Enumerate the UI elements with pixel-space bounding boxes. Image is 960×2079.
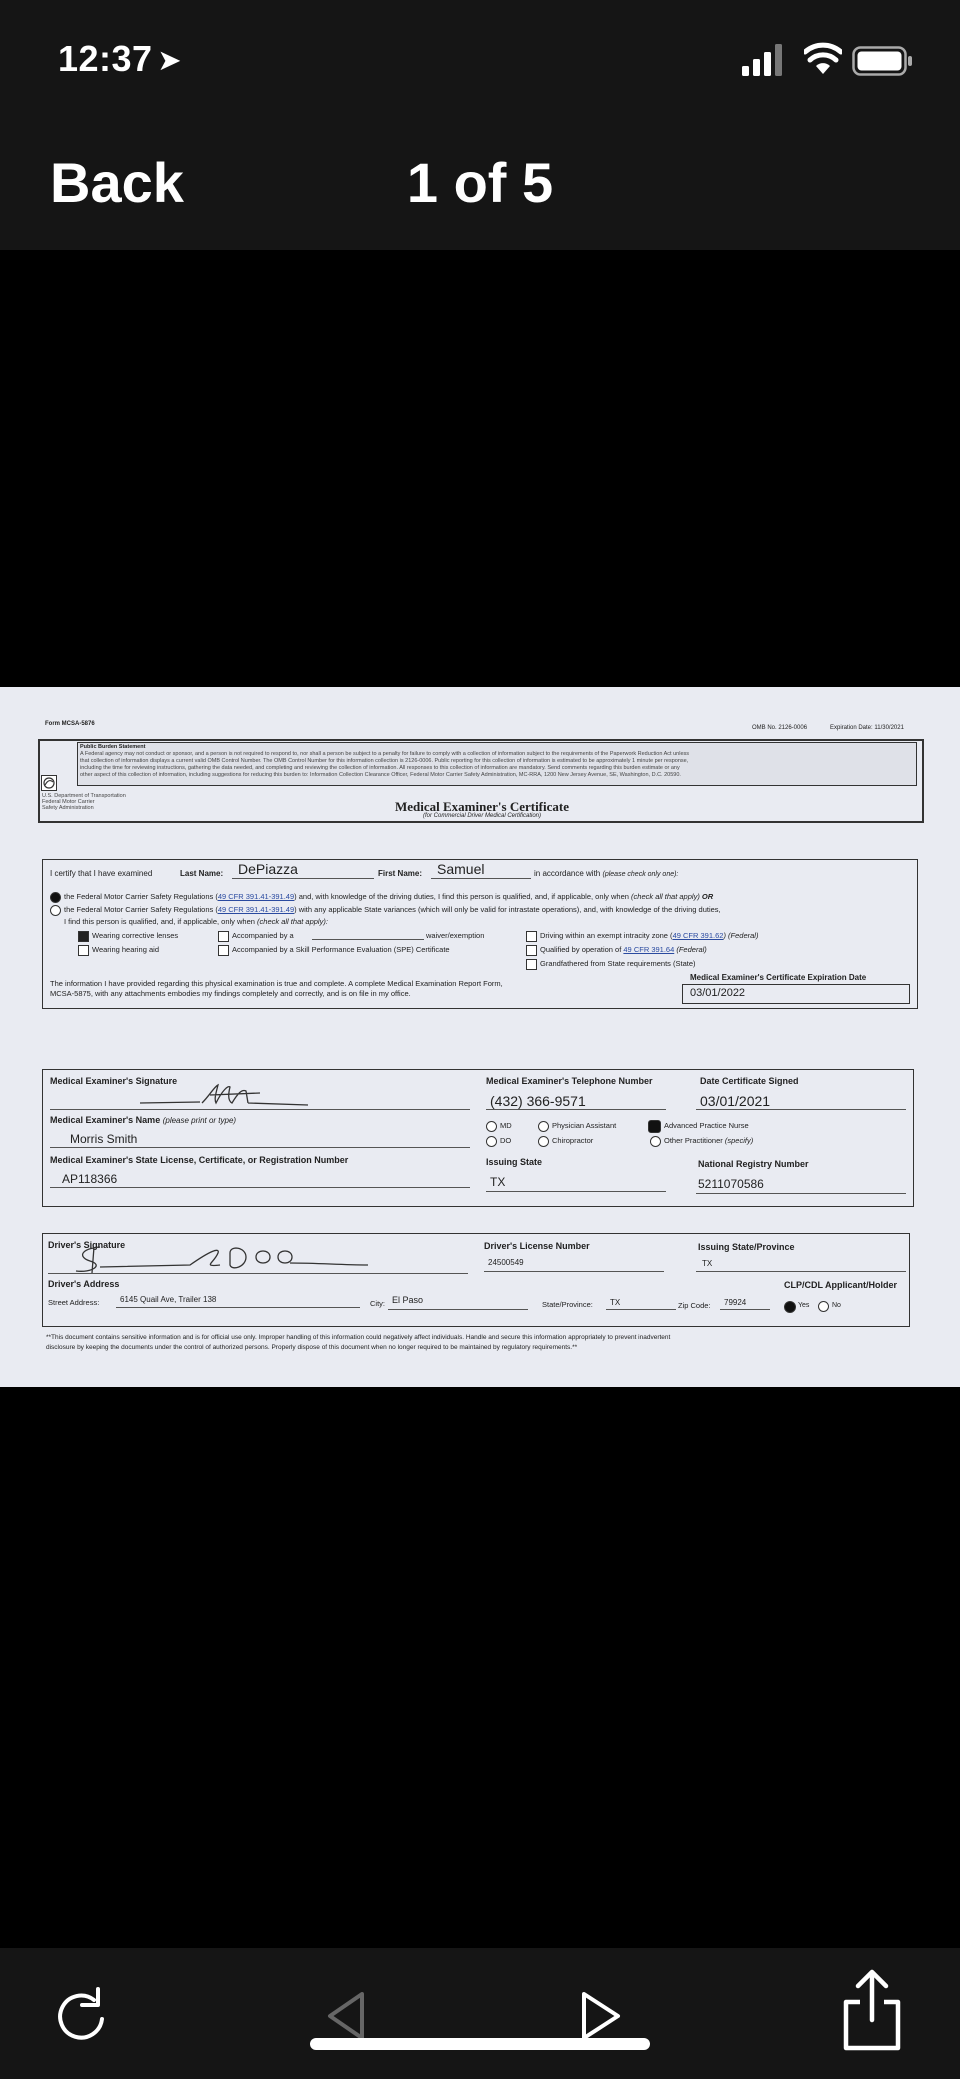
sensitive-notice: disclosure by keeping the documents under the control of authorized persons. Properly dispose of this document when no longer required to be maintained by regulatory requirements.** <box>46 1344 578 1351</box>
chiro-label: Chiropractor <box>552 1136 594 1145</box>
registry-field[interactable]: 5211070586 <box>698 1177 764 1191</box>
burden-statement <box>77 742 917 786</box>
cert-expiration-label: Medical Examiner's Certificate Expiration Date <box>690 973 867 982</box>
attestation-line: MCSA-5875, with any attachments embodies my findings completely and correctly, and is on file in my office. <box>50 989 411 998</box>
corrective-lenses-label: Wearing corrective lenses <box>92 931 179 940</box>
clp-yes-radio[interactable] <box>784 1301 796 1313</box>
qualified-operation-checkbox[interactable] <box>526 945 537 956</box>
burden-line: A Federal agency may not conduct or sponsor, and a person is not required to respond to, nor shall a person be subject to a penalty for failure to comply with a collection of information subject to the requirements of the Paperwork Reduction Act unless <box>80 751 690 757</box>
status-time: 12:37 ➤ <box>58 38 181 79</box>
corrective-lenses-checkbox[interactable] <box>78 931 89 942</box>
other-practitioner-radio[interactable] <box>650 1136 661 1147</box>
chiro-radio[interactable] <box>538 1136 549 1147</box>
examiner-name-label: Medical Examiner's Name (please print or type) <box>50 1115 237 1125</box>
next-page-icon <box>576 1988 626 2044</box>
date-signed-field[interactable]: 03/01/2021 <box>700 1093 771 1109</box>
street-field[interactable]: 6145 Quail Ave, Trailer 138 <box>120 1295 217 1304</box>
previous-page-icon <box>322 1988 372 2044</box>
zip-field[interactable]: 79924 <box>724 1298 747 1307</box>
driver-signature[interactable] <box>70 1243 370 1275</box>
grandfathered-checkbox[interactable] <box>526 959 537 970</box>
option-state-text: the Federal Motor Carrier Safety Regulations (49 CFR 391.41-391.49) with any applicable State variances (which will only be valid for intrastate operations), and, with knowledge of the driving duties, <box>64 905 721 914</box>
bottom-toolbar <box>0 1948 960 2079</box>
form-id: Form MCSA-5876 <box>45 721 95 727</box>
option-federal-radio[interactable] <box>50 892 61 903</box>
do-label: DO <box>500 1136 512 1145</box>
page-indicator: 1 of 5 <box>406 151 554 214</box>
hearing-aid-label: Wearing hearing aid <box>92 945 159 954</box>
examiner-phone-label: Medical Examiner's Telephone Number <box>486 1076 653 1086</box>
next-page-button[interactable] <box>576 1988 626 2044</box>
accompanied-label: Accompanied by a <box>232 931 294 940</box>
examiner-signature[interactable] <box>130 1081 310 1109</box>
document-page[interactable] <box>0 687 960 1387</box>
grandfathered-label: Grandfathered from State requirements (State) <box>540 959 696 968</box>
omb-number: OMB No. 2126-0006 <box>752 725 808 731</box>
state-field[interactable]: TX <box>610 1298 621 1307</box>
clp-yes-label: Yes <box>798 1302 810 1309</box>
burden-line: that collection of information displays a current valid OMB Control Number. The OMB Control Number for this information collection is 2126-0006. Public reporting for this collection of information is estimated to be approximately 1 minute per response, <box>80 758 689 764</box>
wifi-icon <box>804 42 842 76</box>
cellular-signal-icon <box>742 44 786 76</box>
burden-title: Public Burden Statement <box>80 744 146 750</box>
burden-line: including the time for reviewing instructions, gathering the data needed, and completing and reviewing the collection of information. All responses to this collection of information are mandatory. Send comments regarding this burden estimate or any <box>80 765 680 771</box>
last-name-field[interactable]: DePiazza <box>238 861 298 877</box>
spe-checkbox[interactable] <box>218 945 229 956</box>
certify-intro: I certify that I have examined <box>50 869 153 878</box>
waiver-label: waiver/exemption <box>426 931 485 940</box>
status-bar <box>0 0 960 120</box>
back-button[interactable]: Back <box>50 151 184 214</box>
battery-icon <box>852 46 914 76</box>
zip-label: Zip Code: <box>678 1301 711 1310</box>
share-button[interactable] <box>836 1968 908 2052</box>
driver-signature-label: Driver's Signature <box>48 1240 126 1250</box>
issuing-state-field[interactable]: TX <box>490 1175 506 1189</box>
registry-label: National Registry Number <box>698 1159 809 1169</box>
pa-label: Physician Assistant <box>552 1121 617 1130</box>
option-state-text-2: I find this person is qualified, and, if applicable, only when (check all that apply): <box>64 917 328 926</box>
driver-address-label: Driver's Address <box>48 1279 120 1289</box>
city-label: City: <box>370 1299 385 1308</box>
street-label: Street Address: <box>48 1298 100 1307</box>
last-name-label: Last Name: <box>180 869 224 878</box>
certificate-subtitle: (for Commercial Driver Medical Certification) <box>422 813 542 819</box>
apn-label: Advanced Practice Nurse <box>664 1121 749 1130</box>
pa-radio[interactable] <box>538 1121 549 1132</box>
examiner-phone-field[interactable]: (432) 366-9571 <box>490 1093 586 1109</box>
accordance-text: in accordance with (please check only one): <box>534 869 679 878</box>
cert-expiration-value[interactable]: 03/01/2022 <box>690 987 746 999</box>
state-label: State/Province: <box>542 1300 593 1309</box>
share-icon <box>836 1968 908 2052</box>
apn-radio[interactable] <box>648 1120 661 1133</box>
option-federal-text: the Federal Motor Carrier Safety Regulations (49 CFR 391.41-391.49) and, with knowledge of the driving duties, I find this person is qualified, and, if applicable, only when (check all that apply) OR <box>64 892 714 901</box>
exempt-zone-label: Driving within an exempt intracity zone (49 CFR 391.62) (Federal) <box>540 931 759 940</box>
option-state-radio[interactable] <box>50 905 61 916</box>
examiner-signature-label: Medical Examiner's Signature <box>50 1076 178 1086</box>
agency-line: Federal Motor Carrier <box>42 799 95 805</box>
md-label: MD <box>500 1121 512 1130</box>
date-signed-label: Date Certificate Signed <box>700 1076 799 1086</box>
hearing-aid-checkbox[interactable] <box>78 945 89 956</box>
form-expiration: Expiration Date: 11/30/2021 <box>830 725 904 731</box>
location-arrow-icon: ➤ <box>158 45 181 75</box>
driver-issuing-label: Issuing State/Province <box>698 1242 795 1252</box>
spe-label: Accompanied by a Skill Performance Evaluation (SPE) Certificate <box>232 945 450 954</box>
clp-cdl-label: CLP/CDL Applicant/Holder <box>784 1280 898 1290</box>
qualified-operation-label: Qualified by operation of 49 CFR 391.64 (Federal) <box>540 945 707 954</box>
exempt-zone-checkbox[interactable] <box>526 931 537 942</box>
other-practitioner-label: Other Practitioner (specify) <box>664 1136 754 1145</box>
first-name-label: First Name: <box>378 869 423 878</box>
home-indicator <box>310 2038 650 2050</box>
agency-line: Safety Administration <box>42 805 94 811</box>
dot-logo-icon <box>41 775 57 791</box>
agency-line: U.S. Department of Transportation <box>42 793 126 799</box>
rotate-icon <box>46 1983 116 2053</box>
attestation-line: The information I have provided regarding this physical examination is true and complete. A complete Medical Examination Report Form, <box>50 979 503 988</box>
clp-no-label: No <box>832 1302 841 1309</box>
certificate-title: Medical Examiner's Certificate <box>395 799 569 814</box>
first-name-field[interactable]: Samuel <box>437 861 485 877</box>
rotate-button[interactable] <box>46 1983 116 2053</box>
city-field[interactable]: El Paso <box>392 1295 424 1305</box>
issuing-state-label: Issuing State <box>486 1157 543 1167</box>
driver-license-label: Driver's License Number <box>484 1241 590 1251</box>
burden-line: other aspect of this collection of information, including suggestions for reducing this burden to: Information Collection Clearance Officer, Federal Motor Carrier Safety Administration, MC-RRA, 1200 New Jersey Avenue, SE, Washington, D.C. 20590. <box>80 772 681 778</box>
nav-bar <box>0 120 960 250</box>
do-radio[interactable] <box>486 1136 497 1147</box>
sensitive-notice: **This document contains sensitive information and is for official use only. Improper handling of this information could negatively affect individuals. Handle and secure this information appropriately to prevent inadvertent <box>46 1334 671 1341</box>
driver-issuing-field[interactable]: TX <box>702 1259 713 1268</box>
clp-no-radio[interactable] <box>818 1301 829 1312</box>
previous-page-button[interactable] <box>322 1988 372 2044</box>
examiner-license-label: Medical Examiner's State License, Certificate, or Registration Number <box>50 1155 349 1165</box>
examiner-license-field[interactable]: AP118366 <box>62 1172 118 1186</box>
driver-license-field[interactable]: 24500549 <box>488 1258 524 1267</box>
accompanied-waiver-checkbox[interactable] <box>218 931 229 942</box>
md-radio[interactable] <box>486 1121 497 1132</box>
examiner-name-field[interactable]: Morris Smith <box>70 1132 138 1146</box>
